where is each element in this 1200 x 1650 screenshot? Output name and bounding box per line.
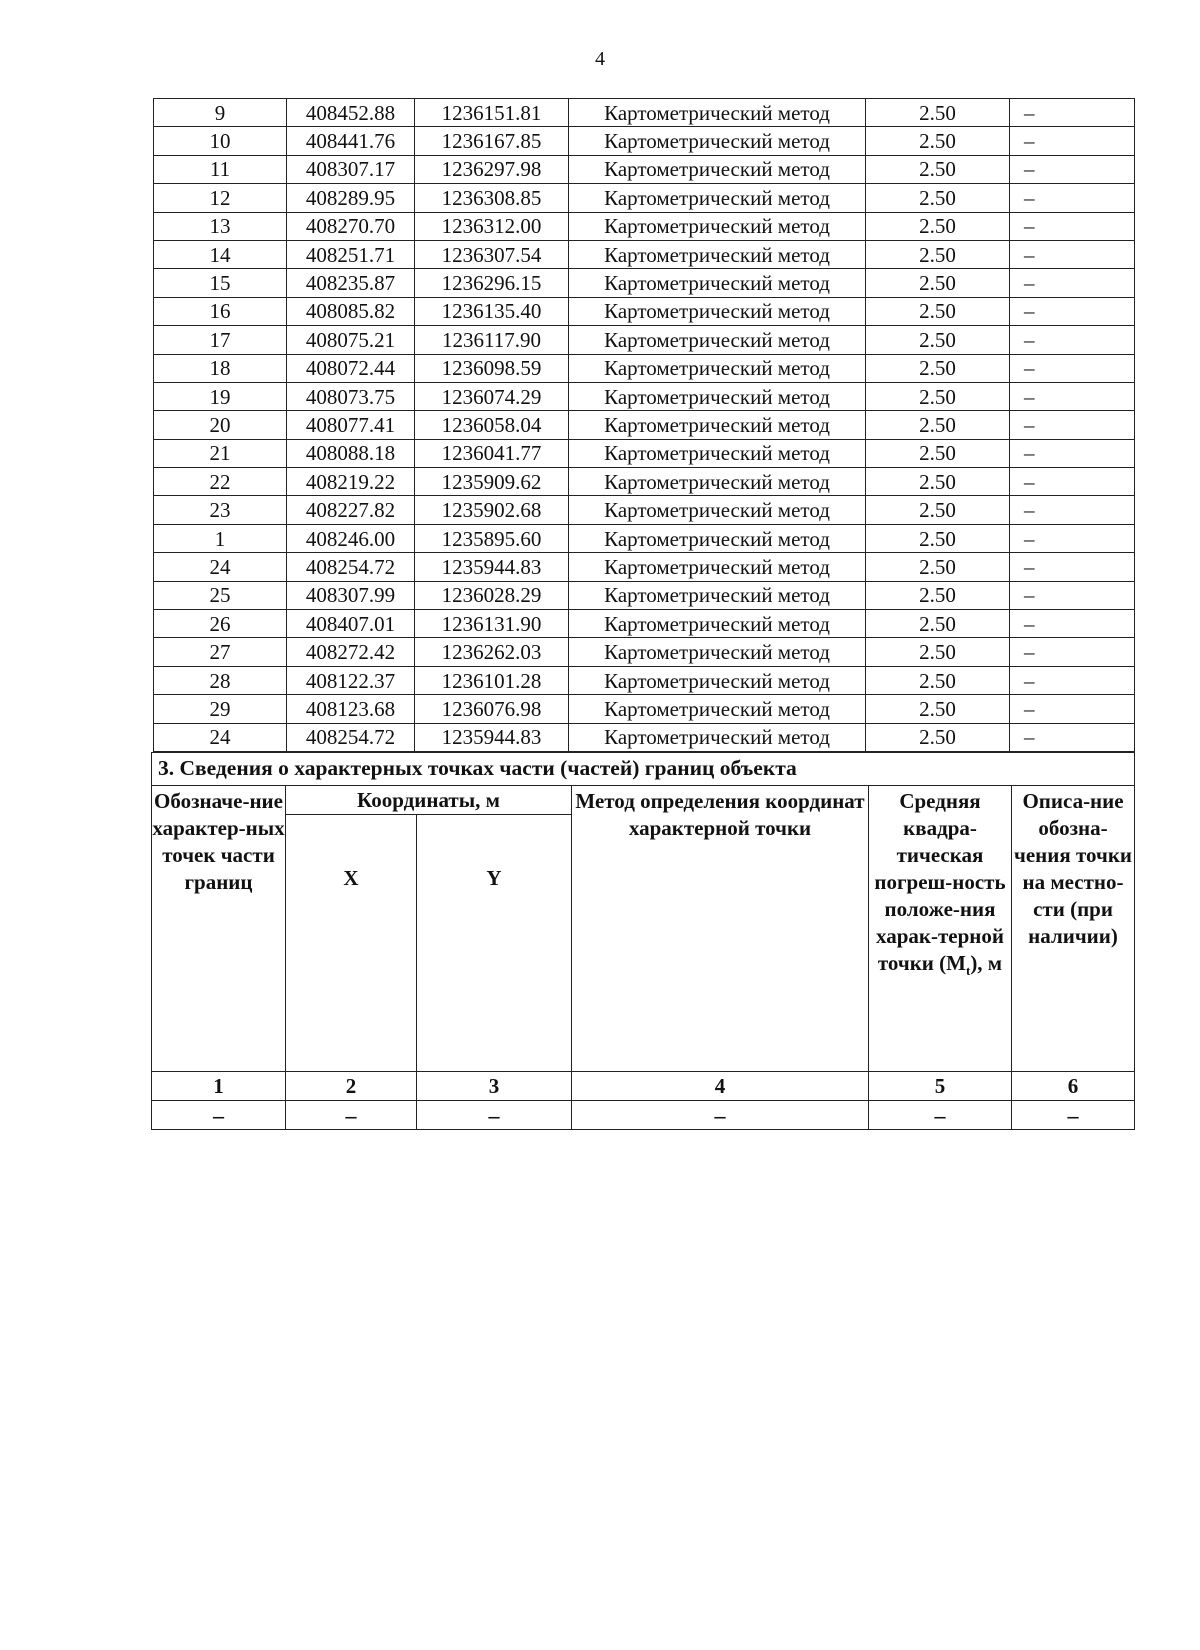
x-coordinate-cell: 408272.42 [287,638,415,666]
method-cell: Картометрический метод [569,581,866,609]
table-row [154,553,1135,581]
point-number-cell: 29 [154,695,287,723]
table-row [154,468,1135,496]
mean-error-cell: 2.50 [866,382,1010,410]
col-header-description: Описа-ние обозна-чения точки на местно-сти (при наличии) [1012,786,1135,1072]
col-number: 3 [417,1072,572,1101]
point-number-cell: 17 [154,326,287,354]
table-row [154,411,1135,439]
mean-error-cell: 2.50 [866,610,1010,638]
method-cell: Картометрический метод [569,610,866,638]
mean-error-cell: 2.50 [866,695,1010,723]
y-coordinate-cell: 1236307.54 [415,240,569,268]
y-coordinate-cell: 1235944.83 [415,553,569,581]
point-number-cell: 27 [154,638,287,666]
description-cell: – [1010,695,1135,723]
table-row [154,723,1135,751]
method-cell: Картометрический метод [569,297,866,325]
method-cell: Картометрический метод [569,666,866,694]
column-number-row [152,1072,1135,1101]
method-cell: Картометрический метод [569,184,866,212]
y-coordinate-cell: 1236262.03 [415,638,569,666]
x-coordinate-cell: 408307.17 [287,155,415,183]
table-row [154,99,1135,127]
y-coordinate-cell: 1236101.28 [415,666,569,694]
table-row [154,354,1135,382]
description-cell: – [1010,297,1135,325]
col-header-method: Метод определения координат характерной точки [572,786,869,1072]
empty-cell: – [572,1101,869,1130]
y-coordinate-cell: 1236117.90 [415,326,569,354]
col-header-mean-error [869,786,1012,1072]
col-header-x: X [286,815,417,1072]
col-header-y: Y [417,815,572,1072]
method-cell: Картометрический метод [569,638,866,666]
x-coordinate-cell: 408289.95 [287,184,415,212]
boundary-points-table [153,98,1135,752]
point-number-cell: 28 [154,666,287,694]
description-cell: – [1010,354,1135,382]
method-cell: Картометрический метод [569,155,866,183]
method-cell: Картометрический метод [569,723,866,751]
description-cell: – [1010,723,1135,751]
point-number-cell: 15 [154,269,287,297]
x-coordinate-cell: 408246.00 [287,524,415,552]
y-coordinate-cell: 1236312.00 [415,212,569,240]
description-cell: – [1010,212,1135,240]
table-row [154,297,1135,325]
method-cell: Картометрический метод [569,354,866,382]
method-cell: Картометрический метод [569,468,866,496]
method-cell: Картометрический метод [569,411,866,439]
description-cell: – [1010,524,1135,552]
mean-error-cell: 2.50 [866,553,1010,581]
table-row [154,155,1135,183]
point-number-cell: 19 [154,382,287,410]
description-cell: – [1010,610,1135,638]
method-cell: Картометрический метод [569,99,866,127]
y-coordinate-cell: 1236131.90 [415,610,569,638]
empty-cell: – [286,1101,417,1130]
mean-error-cell: 2.50 [866,638,1010,666]
x-coordinate-cell: 408227.82 [287,496,415,524]
mean-error-tail: ), м [970,951,1003,975]
table-row [154,212,1135,240]
mean-error-cell: 2.50 [866,326,1010,354]
description-cell: – [1010,155,1135,183]
description-cell: – [1010,99,1135,127]
description-cell: – [1010,496,1135,524]
description-cell: – [1010,581,1135,609]
method-cell: Картометрический метод [569,382,866,410]
description-cell: – [1010,382,1135,410]
method-cell: Картометрический метод [569,127,866,155]
x-coordinate-cell: 408235.87 [287,269,415,297]
description-cell: – [1010,439,1135,467]
x-coordinate-cell: 408251.71 [287,240,415,268]
description-cell: – [1010,638,1135,666]
mean-error-cell: 2.50 [866,127,1010,155]
y-coordinate-cell: 1236135.40 [415,297,569,325]
y-coordinate-cell: 1236167.85 [415,127,569,155]
point-number-cell: 24 [154,723,287,751]
point-number-cell: 16 [154,297,287,325]
y-coordinate-cell: 1236058.04 [415,411,569,439]
method-cell: Картометрический метод [569,240,866,268]
point-number-cell: 21 [154,439,287,467]
y-coordinate-cell: 1236098.59 [415,354,569,382]
y-coordinate-cell: 1236151.81 [415,99,569,127]
mean-error-cell: 2.50 [866,155,1010,183]
method-cell: Картометрический метод [569,496,866,524]
table-row [154,269,1135,297]
table-row [154,610,1135,638]
mean-error-cell: 2.50 [866,411,1010,439]
mean-error-cell: 2.50 [866,99,1010,127]
x-coordinate-cell: 408122.37 [287,666,415,694]
y-coordinate-cell: 1236297.98 [415,155,569,183]
y-coordinate-cell: 1236074.29 [415,382,569,410]
point-number-cell: 13 [154,212,287,240]
description-cell: – [1010,666,1135,694]
table-row [154,184,1135,212]
description-cell: – [1010,468,1135,496]
y-coordinate-cell: 1236296.15 [415,269,569,297]
point-number-cell: 26 [154,610,287,638]
y-coordinate-cell: 1235909.62 [415,468,569,496]
table-row [154,581,1135,609]
method-cell: Картометрический метод [569,695,866,723]
mean-error-main: Средняя квадра-тическая погреш-ность положе-ния харак-терной точки (M [874,789,1006,975]
x-coordinate-cell: 408073.75 [287,382,415,410]
method-cell: Картометрический метод [569,524,866,552]
point-number-cell: 24 [154,553,287,581]
col-number: 6 [1012,1072,1135,1101]
col-number: 4 [572,1072,869,1101]
point-number-cell: 11 [154,155,287,183]
table-row [154,638,1135,666]
point-number-cell: 1 [154,524,287,552]
x-coordinate-cell: 408072.44 [287,354,415,382]
method-cell: Картометрический метод [569,269,866,297]
point-number-cell: 18 [154,354,287,382]
col-number: 2 [286,1072,417,1101]
description-cell: – [1010,326,1135,354]
mean-error-cell: 2.50 [866,496,1010,524]
point-number-cell: 23 [154,496,287,524]
method-cell: Картометрический метод [569,212,866,240]
table-row [154,382,1135,410]
description-cell: – [1010,269,1135,297]
y-coordinate-cell: 1235944.83 [415,723,569,751]
table-row [154,326,1135,354]
point-number-cell: 10 [154,127,287,155]
point-number-cell: 12 [154,184,287,212]
table-row [154,695,1135,723]
description-cell: – [1010,127,1135,155]
empty-cell: – [152,1101,286,1130]
mean-error-cell: 2.50 [866,269,1010,297]
table-row [154,240,1135,268]
mean-error-cell: 2.50 [866,468,1010,496]
x-coordinate-cell: 408085.82 [287,297,415,325]
mean-error-cell: 2.50 [866,439,1010,467]
description-cell: – [1010,553,1135,581]
x-coordinate-cell: 408077.41 [287,411,415,439]
y-coordinate-cell: 1236041.77 [415,439,569,467]
x-coordinate-cell: 408441.76 [287,127,415,155]
section3-title: 3. Сведения о характерных точках части (частей) границ объекта [152,753,1135,786]
y-coordinate-cell: 1235902.68 [415,496,569,524]
page-number: 4 [595,48,605,70]
table-row [154,666,1135,694]
table-row [154,524,1135,552]
x-coordinate-cell: 408254.72 [287,553,415,581]
empty-data-row [152,1101,1135,1130]
col-header-coordinates: Координаты, м [286,786,572,815]
method-cell: Картометрический метод [569,553,866,581]
mean-error-cell: 2.50 [866,723,1010,751]
x-coordinate-cell: 408075.21 [287,326,415,354]
mean-error-cell: 2.50 [866,184,1010,212]
description-cell: – [1010,411,1135,439]
y-coordinate-cell: 1235895.60 [415,524,569,552]
x-coordinate-cell: 408254.72 [287,723,415,751]
empty-cell: – [417,1101,572,1130]
point-number-cell: 14 [154,240,287,268]
table-row [154,496,1135,524]
method-cell: Картометрический метод [569,326,866,354]
y-coordinate-cell: 1236028.29 [415,581,569,609]
x-coordinate-cell: 408219.22 [287,468,415,496]
mean-error-cell: 2.50 [866,354,1010,382]
empty-cell: – [1012,1101,1135,1130]
x-coordinate-cell: 408270.70 [287,212,415,240]
method-cell: Картометрический метод [569,439,866,467]
point-number-cell: 20 [154,411,287,439]
col-header-point-designation: Обозначе-ние характер-ных точек части границ [152,786,286,1072]
x-coordinate-cell: 408307.99 [287,581,415,609]
boundary-points-body [154,99,1135,752]
mean-error-cell: 2.50 [866,297,1010,325]
x-coordinate-cell: 408407.01 [287,610,415,638]
col-number: 1 [152,1072,286,1101]
point-number-cell: 9 [154,99,287,127]
y-coordinate-cell: 1236076.98 [415,695,569,723]
description-cell: – [1010,240,1135,268]
mean-error-subscript: t [965,963,971,979]
mean-error-cell: 2.50 [866,666,1010,694]
mean-error-cell: 2.50 [866,212,1010,240]
table-row [154,439,1135,467]
point-number-cell: 22 [154,468,287,496]
mean-error-cell: 2.50 [866,524,1010,552]
section3-table [151,752,1135,1130]
mean-error-cell: 2.50 [866,240,1010,268]
point-number-cell: 25 [154,581,287,609]
empty-cell: – [869,1101,1012,1130]
y-coordinate-cell: 1236308.85 [415,184,569,212]
x-coordinate-cell: 408123.68 [287,695,415,723]
col-number: 5 [869,1072,1012,1101]
description-cell: – [1010,184,1135,212]
table-row [154,127,1135,155]
mean-error-cell: 2.50 [866,581,1010,609]
x-coordinate-cell: 408452.88 [287,99,415,127]
x-coordinate-cell: 408088.18 [287,439,415,467]
